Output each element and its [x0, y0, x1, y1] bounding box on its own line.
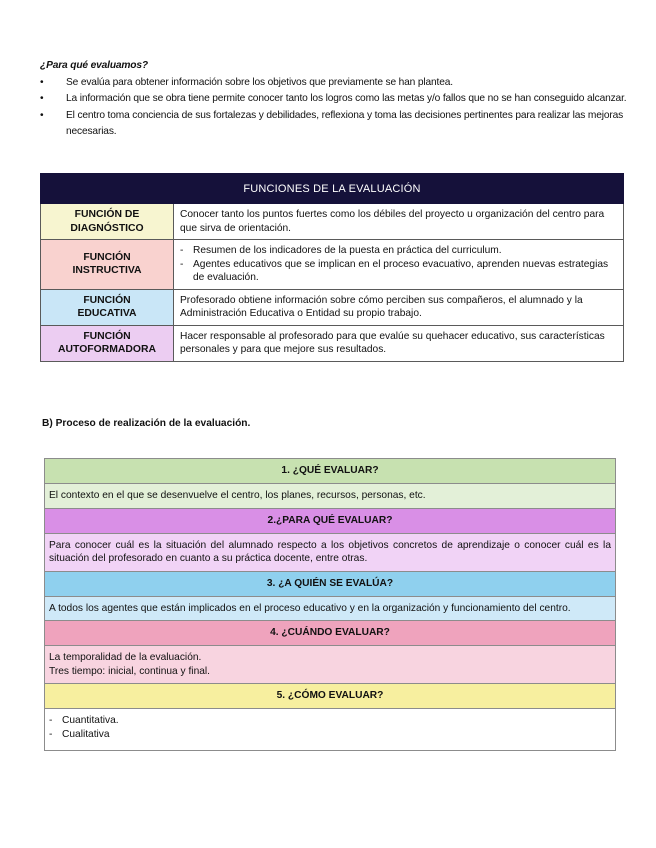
function-description: Profesorado obtiene información sobre cómo perciben sus compañeros, el alumnado y la Administración Educativa o Entidad su propio trabajo.	[174, 289, 624, 325]
function-name-line: FUNCIÓN	[83, 294, 131, 306]
dash-icon: -	[180, 258, 184, 270]
process-step-header: 4. ¿CUÁNDO EVALUAR?	[44, 620, 616, 645]
process-step-body: Para conocer cuál es la situación del alumnado respecto a los objetivos concretos de aprendizaje o conocer cuál es la situación del profesorado en cuanto a su práctica docente, entre otras.	[44, 533, 616, 571]
list-item	[180, 244, 617, 258]
table-row	[41, 204, 624, 240]
list-item-text: Agentes educativos que se implican en el proceso evacuativo, aprenden nuevas estrategias de evaluación.	[193, 258, 609, 283]
list-item-text: Cualitativa	[62, 728, 110, 740]
dash-icon: -	[49, 715, 53, 726]
intro-bullet	[40, 108, 632, 141]
bullet-text: La información que se obra tiene permite conocer tanto los logros como las metas y/o fallos que no se han conseguido alcanzar.	[66, 93, 627, 104]
bullet-text: Se evalúa para obtener información sobre los objetivos que previamente se han plantea.	[66, 76, 453, 88]
function-name-line: AUTOFORMADORA	[58, 344, 156, 355]
functions-table-title: FUNCIONES DE LA EVALUACIÓN	[41, 174, 624, 204]
process-step-header: 1. ¿QUÉ EVALUAR?	[44, 458, 616, 483]
list-item-text: Cuantitativa.	[62, 715, 119, 726]
function-description: Conocer tanto los puntos fuertes como los débiles del proyecto u organización del centro para que sirva de orientación.	[174, 204, 624, 240]
process-step-body: El contexto en el que se desenvuelve el centro, los planes, recursos, personas, etc.	[44, 483, 616, 508]
function-name-line: INSTRUCTIVA	[72, 265, 142, 277]
functions-table	[40, 173, 624, 362]
function-name-cell	[41, 204, 174, 240]
function-name-line: DIAGNÓSTICO	[70, 222, 144, 234]
table-row	[41, 289, 624, 325]
bullet-text: El centro toma conciencia de sus fortalezas y debilidades, reflexiona y toma las decisiones pertinentes para realizar las mejoras necesarias.	[66, 109, 624, 137]
dash-list	[180, 244, 617, 285]
table-row	[41, 240, 624, 290]
function-description	[174, 240, 624, 290]
function-name-cell	[41, 289, 174, 325]
dash-icon: -	[49, 728, 53, 740]
dash-list	[49, 714, 611, 741]
process-step-body	[44, 708, 616, 751]
process-step-body	[44, 645, 616, 683]
dash-icon: -	[180, 245, 184, 256]
bullet-dot-icon: •	[40, 93, 44, 104]
process-step-header: 2.¿PARA QUÉ EVALUAR?	[44, 508, 616, 533]
intro-bullet	[40, 91, 632, 108]
list-item	[180, 258, 617, 285]
list-item	[49, 714, 611, 728]
process-step-header: 3. ¿A QUIÉN SE EVALÚA?	[44, 571, 616, 596]
intro-heading: ¿Para qué evaluamos?	[40, 60, 148, 71]
function-name-line: FUNCIÓN	[83, 251, 131, 263]
intro-section	[40, 58, 632, 141]
function-name-cell	[41, 325, 174, 361]
process-line: La temporalidad de la evaluación.	[49, 652, 202, 663]
list-item-text: Resumen de los indicadores de la puesta en práctica del curriculum.	[193, 245, 502, 256]
bullet-dot-icon: •	[40, 109, 44, 121]
bullet-dot-icon: •	[40, 76, 44, 88]
process-step-header: 5. ¿CÓMO EVALUAR?	[44, 683, 616, 708]
process-step-body: A todos los agentes que están implicados en el proceso educativo y en la organización y funcionamiento del centro.	[44, 596, 616, 621]
function-name-line: FUNCIÓN DE	[74, 209, 140, 220]
table-row	[41, 325, 624, 361]
function-name-line: EDUCATIVA	[77, 308, 137, 319]
list-item	[49, 728, 611, 742]
function-name-line: FUNCIÓN	[83, 330, 131, 342]
process-table	[44, 458, 616, 751]
function-description: Hacer responsable al profesorado para que evalúe su quehacer educativo, sus características personales y para que mejore sus resultados.	[174, 325, 624, 361]
function-name-cell	[41, 240, 174, 290]
section-b-title: B) Proceso de realización de la evaluación.	[42, 418, 251, 429]
process-line: Tres tiempo: inicial, continua y final.	[49, 665, 210, 677]
intro-bullet	[40, 75, 632, 92]
